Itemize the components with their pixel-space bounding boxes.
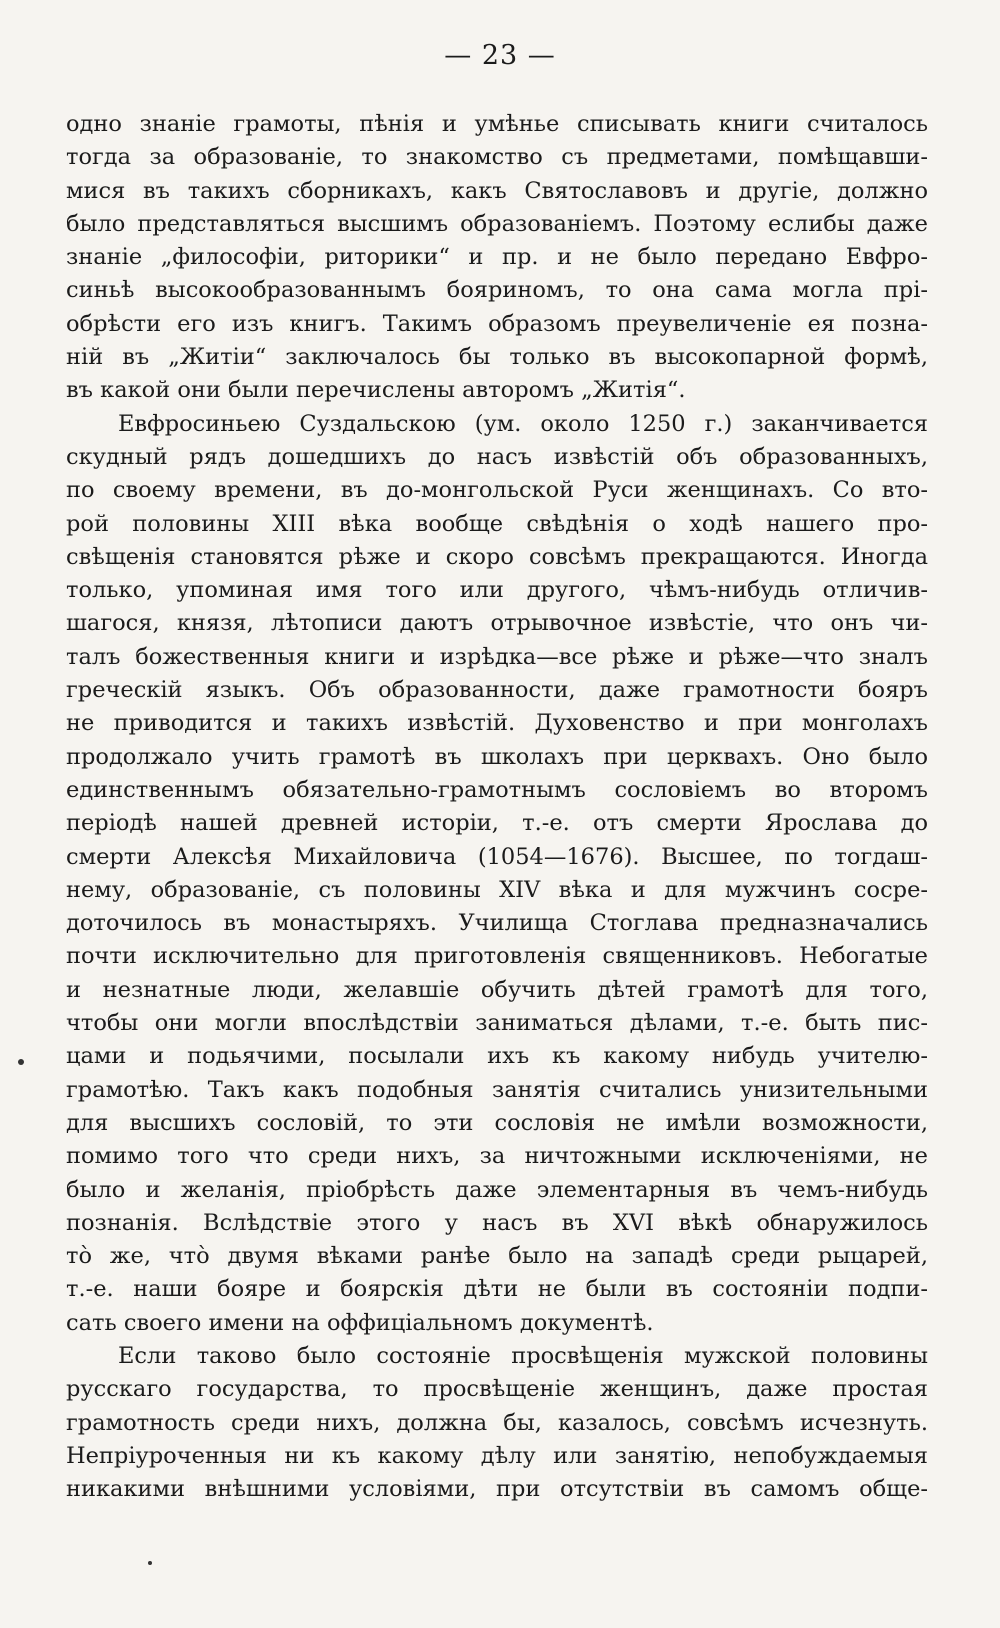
text-line: въ какой они были перечислены авторомъ „Житія“. <box>66 377 686 404</box>
text-line: тогда за образованіе, то знакомство съ предметами, помѣщавши- <box>66 144 928 171</box>
text-line: было представляться высшимъ образованіемъ. Поэтому еслибы даже <box>66 210 928 237</box>
text-line: знаніе „философіи, риторики“ и пр. и не было передано Евфро- <box>66 244 928 271</box>
text-line: грамотѣю. Такъ какъ подобныя занятія считались унизительными <box>66 1076 928 1103</box>
paragraph-1 <box>66 108 928 408</box>
paragraph-2 <box>66 408 928 1340</box>
text-line: рой половины XIII вѣка вообще свѣдѣнія о ходѣ нашего про- <box>66 510 928 537</box>
text-line: только, упоминая имя того или другого, чѣмъ-нибудь отличив- <box>66 577 928 604</box>
paragraph-3 <box>66 1340 928 1506</box>
text-line: продолжало учить грамотѣ въ школахъ при церквахъ. Оно было <box>66 743 928 770</box>
text-line: ній въ „Житіи“ заключалось бы только въ высокопарной формѣ, <box>66 344 928 371</box>
text-line: обрѣсти его изъ книгъ. Такимъ образомъ преувеличеніе ея позна- <box>66 310 928 337</box>
body-text <box>66 108 928 1506</box>
text-line: для высшихъ сословій, то эти сословія не имѣли возможности, <box>66 1109 928 1136</box>
page-number: — 23 — <box>444 40 556 71</box>
text-line: шагося, князя, лѣтописи даютъ отрывочное извѣстіе, что онъ чи- <box>66 610 928 637</box>
ink-speck <box>18 1059 24 1065</box>
text-line: свѣщенія становятся рѣже и скоро совсѣмъ прекращаются. Иногда <box>66 543 928 570</box>
text-line: было и желанія, пріобрѣсть даже элементарныя въ чемъ-нибудь <box>66 1176 928 1203</box>
text-line: единственнымъ обязательно-грамотнымъ сословіемъ во второмъ <box>66 776 928 803</box>
text-line: Евфросиньею Суздальскою (ум. около 1250 г.) заканчивается <box>118 410 928 437</box>
text-line: грамотность среди нихъ, должна бы, казалось, совсѣмъ исчезнуть. <box>66 1409 928 1436</box>
ink-speck <box>148 1561 152 1565</box>
text-line: нему, образованіе, съ половины XIV вѣка и для мужчинъ сосре- <box>66 876 928 903</box>
text-line: доточилось въ монастыряхъ. Училища Стоглава предназначались <box>66 910 928 937</box>
text-line: чтобы они могли впослѣдствіи заниматься дѣлами, т.-е. быть пис- <box>66 1010 928 1037</box>
text-line: никакими внѣшними условіями, при отсутствіи въ самомъ обще- <box>66 1476 928 1503</box>
text-line: греческій языкъ. Объ образованности, даже грамотности бояръ <box>66 677 928 704</box>
text-line: талъ божественныя книги и изрѣдка—все рѣже и рѣже—что зналъ <box>66 643 928 670</box>
text-line: цами и подьячими, посылали ихъ къ какому нибудь учителю- <box>66 1043 928 1070</box>
text-line: смерти Алексѣя Михайловича (1054—1676). Высшее, по тогдаш- <box>66 843 928 870</box>
text-line: періодѣ нашей древней исторіи, т.-е. отъ смерти Ярослава до <box>66 810 928 837</box>
text-line: познанія. Вслѣдствіе этого у насъ въ XVI вѣкѣ обнаружилось <box>66 1209 928 1236</box>
text-line: помимо того что среди нихъ, за ничтожными исключеніями, не <box>66 1143 928 1170</box>
text-line: т.-е. наши бояре и боярскія дѣти не были въ состояніи подпи- <box>66 1276 928 1303</box>
text-line: по своему времени, въ до-монгольской Руси женщинахъ. Со вто- <box>66 477 928 504</box>
text-line: не приводится и такихъ извѣстій. Духовенство и при монголахъ <box>66 710 928 737</box>
text-line: скудный рядъ дошедшихъ до насъ извѣстій объ образованныхъ, <box>66 443 928 470</box>
text-line: и незнатные люди, желавшіе обучить дѣтей грамотѣ для того, <box>66 976 928 1003</box>
text-line: тò же, чтò двумя вѣками ранѣе было на западѣ среди рыцарей, <box>66 1243 928 1270</box>
text-line: мися въ такихъ сборникахъ, какъ Святославовъ и другіе, должно <box>66 177 928 204</box>
text-line: Если таково было состояніе просвѣщенія мужской половины <box>118 1342 928 1369</box>
text-line: синьѣ высокообразованнымъ бояриномъ, то она сама могла прі- <box>66 277 928 304</box>
text-line: одно знаніе грамоты, пѣнія и умѣнье списывать книги считалось <box>66 111 928 137</box>
text-line: русскаго государства, то просвѣщеніе женщинъ, даже простая <box>66 1376 928 1403</box>
text-line: сать своего имени на оффиціальномъ документѣ. <box>66 1309 654 1336</box>
text-line: Непріуроченныя ни къ какому дѣлу или занятію, непобуждаемыя <box>66 1442 928 1469</box>
text-line: почти исключительно для приготовленія священниковъ. Небогатые <box>66 943 928 970</box>
